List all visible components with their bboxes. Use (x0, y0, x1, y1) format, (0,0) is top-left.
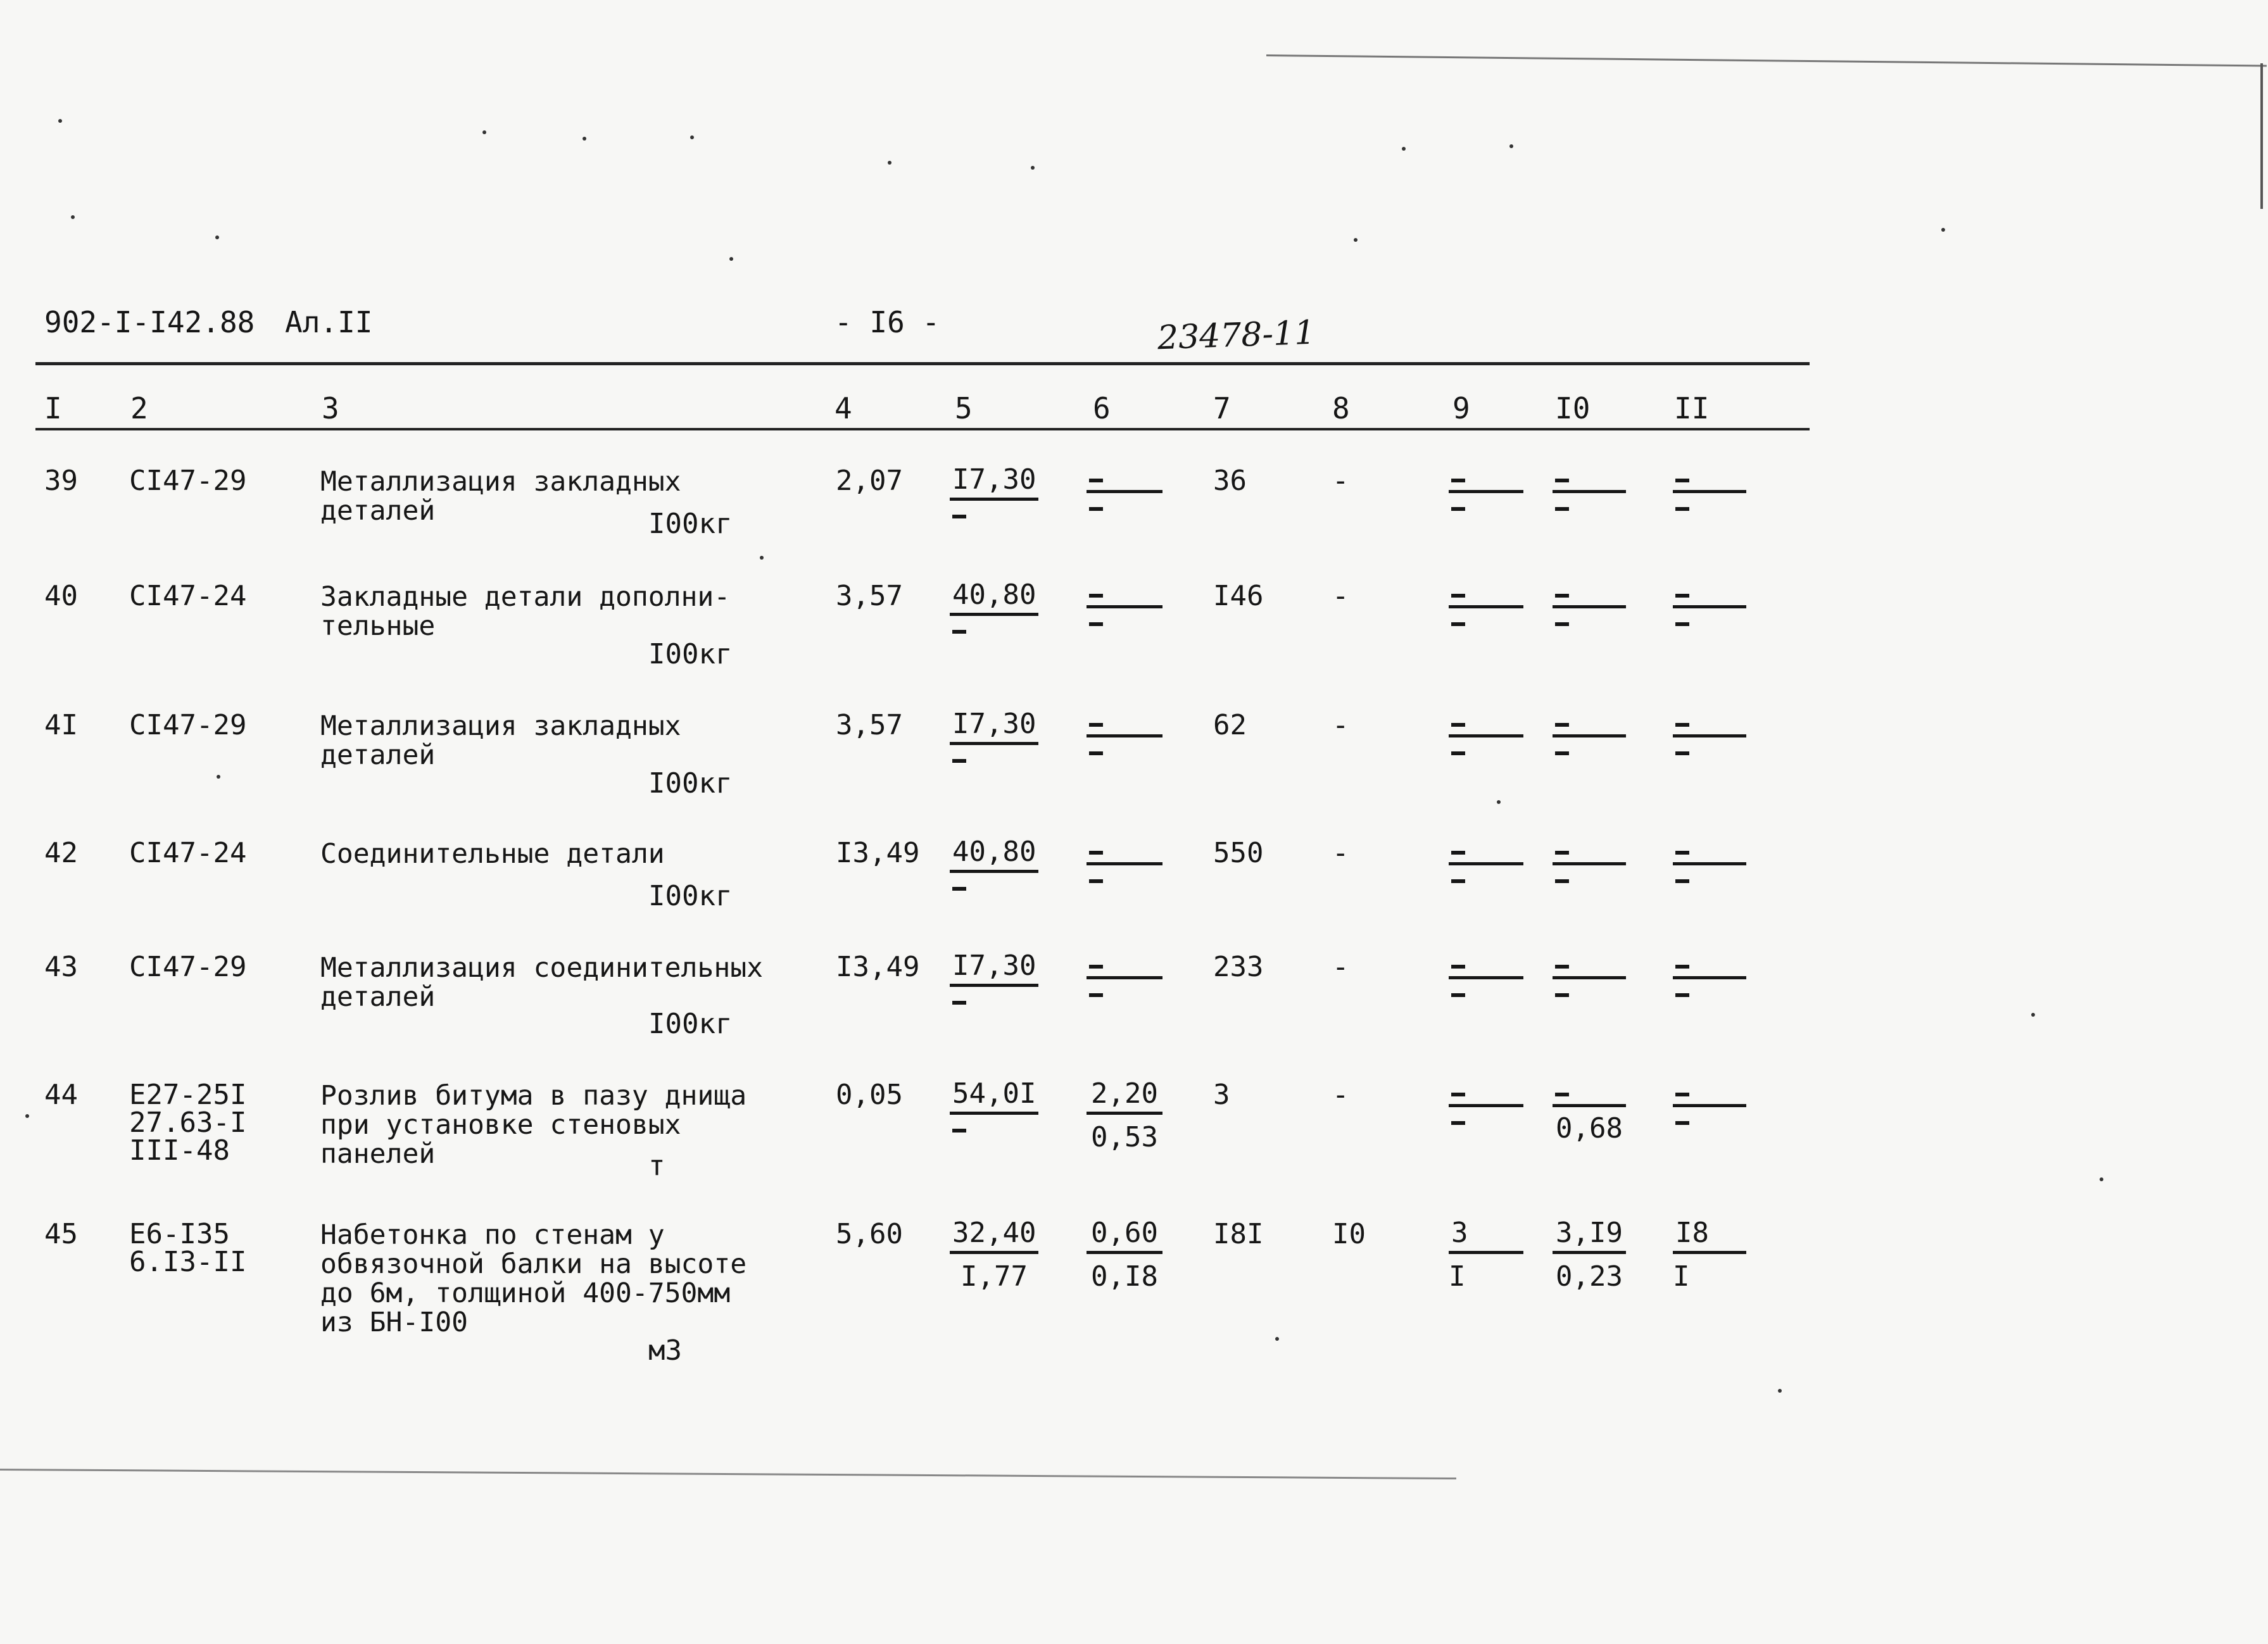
fraction-col11 (1673, 466, 1746, 518)
fraction-col9 (1449, 1219, 1523, 1291)
dash-mark (1087, 737, 1162, 763)
scan-speck (760, 556, 764, 560)
quantity: I3,49 (836, 951, 920, 983)
row-number: 44 (44, 1079, 78, 1111)
dash-mark (1553, 737, 1626, 763)
dash-mark (1673, 608, 1746, 634)
fraction-col6 (1087, 581, 1162, 634)
dash-value: - (1332, 951, 1349, 983)
work-name-line: Металлизация закладных (320, 710, 681, 742)
fraction-col10 (1553, 952, 1626, 1005)
numerator: 0,60 (1087, 1219, 1162, 1254)
norm-code: E6-I35 (129, 1218, 230, 1250)
fraction-col11 (1673, 710, 1746, 763)
row-number: 40 (44, 580, 78, 612)
total-cost: I8I (1213, 1218, 1264, 1250)
column-header: 4 (835, 391, 852, 425)
quantity: 2,07 (836, 465, 903, 497)
quantity: 0,05 (836, 1079, 903, 1111)
fraction-col9 (1449, 581, 1523, 634)
doc-code: 902-I-I42.88 (44, 305, 255, 339)
dash-mark (1449, 581, 1523, 608)
scan-speck (583, 137, 586, 141)
fraction-col10 (1553, 581, 1626, 634)
unit-label: м3 (648, 1334, 682, 1367)
fraction-col5 (950, 1077, 1038, 1140)
unit-label: I00кг (648, 767, 733, 800)
unit-label: I00кг (648, 880, 733, 912)
dash-mark (1673, 952, 1746, 979)
fraction-col6 (1087, 838, 1162, 891)
dash-mark (1449, 710, 1523, 737)
fraction-col9 (1449, 710, 1523, 763)
dash-mark (1087, 952, 1162, 979)
scan-speck (729, 257, 733, 261)
dash-mark (1673, 710, 1746, 737)
dash-mark (1087, 838, 1162, 865)
dash-mark (1673, 1080, 1746, 1107)
dash-mark (950, 987, 1038, 1012)
work-name-line: до 6м, толщиной 400-750мм (320, 1277, 731, 1309)
fraction-col11 (1673, 581, 1746, 634)
row-number: 43 (44, 951, 78, 983)
row-number: 45 (44, 1218, 78, 1250)
numerator: 40,80 (950, 581, 1038, 616)
denominator: 0,53 (1091, 1121, 1158, 1153)
scan-speck (2100, 1177, 2103, 1181)
norm-code: E27-25I (129, 1079, 247, 1111)
fraction-col11 (1673, 838, 1746, 891)
dash-mark (1449, 1080, 1523, 1107)
unit-label: I00кг (648, 638, 733, 670)
scan-edge-line-bottom (0, 1469, 1456, 1479)
fraction-col5 (950, 838, 1038, 898)
numerator: 54,0I (950, 1080, 1038, 1115)
work-name-line: панелей (320, 1138, 436, 1170)
dash-mark (1449, 865, 1523, 891)
scan-speck (71, 215, 75, 219)
dash-mark (1553, 838, 1626, 865)
scan-speck (25, 1114, 29, 1118)
column-header: 9 (1452, 391, 1470, 425)
work-name-line: Соединительные детали (320, 838, 665, 870)
denominator: I (1673, 1260, 1690, 1293)
quantity: 5,60 (836, 1218, 903, 1250)
denominator: I,77 (961, 1260, 1028, 1293)
scan-speck (482, 130, 486, 134)
total-cost: 233 (1213, 951, 1264, 983)
fraction-col11 (1673, 1219, 1746, 1291)
work-name-line: при установке стеновых (320, 1109, 681, 1141)
dash-value: - (1332, 709, 1349, 741)
column-header: 2 (130, 391, 148, 425)
norm-code: CI47-29 (129, 465, 247, 497)
norm-code: III-48 (129, 1134, 230, 1167)
handwritten-reference: 23478-11 (1157, 313, 1316, 358)
fraction-col6 (1087, 1077, 1162, 1153)
total-cost: 62 (1213, 709, 1247, 741)
fraction-col10 (1553, 1080, 1626, 1143)
dash-mark (950, 745, 1038, 770)
dash-mark (1553, 466, 1626, 493)
column-header: 3 (322, 391, 339, 425)
dash-mark (1673, 581, 1746, 608)
fraction-col5 (950, 463, 1038, 526)
column-header: II (1674, 391, 1710, 425)
dash-mark (950, 873, 1038, 898)
numerator: I8 (1673, 1219, 1746, 1254)
norm-code: 27.63-I (129, 1107, 247, 1139)
column-header: 6 (1093, 391, 1111, 425)
numerator: I7,30 (950, 466, 1038, 501)
dash-mark (1553, 608, 1626, 634)
norm-code: CI47-29 (129, 951, 247, 983)
unit-label: т (648, 1150, 665, 1182)
dash-mark (1553, 493, 1626, 518)
norm-code: CI47-24 (129, 580, 247, 612)
work-name-line: обвязочной балки на высоте (320, 1248, 747, 1280)
dash-mark (1087, 581, 1162, 608)
dash-mark (1449, 466, 1523, 493)
scan-speck (1778, 1389, 1782, 1393)
dash-mark (1673, 466, 1746, 493)
work-name-line: деталей (320, 981, 436, 1013)
scan-speck (58, 119, 62, 123)
dash-mark (1449, 737, 1523, 763)
column-header: I0 (1555, 391, 1591, 425)
row-number: 39 (44, 465, 78, 497)
scan-speck (2031, 1013, 2035, 1017)
dash-value: - (1332, 580, 1349, 612)
denominator: 0,23 (1556, 1260, 1623, 1293)
labor-value: I0 (1332, 1218, 1366, 1250)
dash-mark (1087, 865, 1162, 891)
numerator: I7,30 (950, 710, 1038, 745)
fraction-col6 (1087, 952, 1162, 1005)
scan-edge-line-right (2260, 63, 2263, 209)
row-number: 42 (44, 837, 78, 869)
dash-mark (1449, 608, 1523, 634)
dash-mark (1449, 838, 1523, 865)
dash-mark (1087, 493, 1162, 518)
denominator: 0,I8 (1091, 1260, 1158, 1293)
scan-speck (1031, 166, 1035, 170)
fraction-col11 (1673, 952, 1746, 1005)
fraction-col5 (950, 952, 1038, 1012)
denominator: 0,68 (1556, 1112, 1623, 1145)
scan-speck (1354, 238, 1358, 242)
unit-label: I00кг (648, 1008, 733, 1040)
dash-mark (1553, 581, 1626, 608)
fraction-col10 (1553, 838, 1626, 891)
scan-speck (1497, 800, 1501, 804)
work-name-line: тельные (320, 610, 436, 642)
dash-mark (1087, 979, 1162, 1005)
dash-mark (1673, 979, 1746, 1005)
total-cost: 550 (1213, 837, 1264, 869)
fraction-col9 (1449, 838, 1523, 891)
dash-mark (1553, 979, 1626, 1005)
fraction-col6 (1087, 466, 1162, 518)
fraction-col5 (950, 581, 1038, 641)
fraction-col11 (1673, 1080, 1746, 1133)
work-name-line: Закладные детали дополни- (320, 581, 731, 613)
album-label: Ал.II (285, 305, 373, 339)
scan-speck (217, 775, 220, 779)
row-number: 4I (44, 709, 78, 741)
work-name-line: из БН-I00 (320, 1307, 468, 1338)
denominator: I (1449, 1260, 1466, 1293)
work-name-line: Металлизация соединительных (320, 952, 763, 984)
dash-mark (1673, 737, 1746, 763)
dash-mark (1673, 838, 1746, 865)
dash-mark (1553, 952, 1626, 979)
page-number: - I6 - (835, 305, 940, 339)
dash-mark (1087, 466, 1162, 493)
numerator: 40,80 (950, 838, 1038, 873)
dash-mark (1449, 952, 1523, 979)
header-rule-bottom (35, 428, 1810, 430)
scan-speck (690, 135, 694, 139)
scan-speck (215, 235, 219, 239)
column-header: 8 (1332, 391, 1350, 425)
dash-mark (1087, 608, 1162, 634)
scan-speck (1509, 144, 1513, 148)
work-name-line: деталей (320, 739, 436, 771)
fraction-col5 (950, 1219, 1038, 1291)
norm-code: 6.I3-II (129, 1246, 247, 1278)
quantity: 3,57 (836, 580, 903, 612)
dash-mark (1553, 710, 1626, 737)
dash-mark (1449, 979, 1523, 1005)
fraction-col9 (1449, 952, 1523, 1005)
scan-edge-line-top (1266, 54, 2267, 67)
total-cost: 36 (1213, 465, 1247, 497)
numerator: 2,20 (1087, 1080, 1162, 1115)
fraction-col6 (1087, 710, 1162, 763)
quantity: I3,49 (836, 837, 920, 869)
dash-mark (1087, 710, 1162, 737)
dash-mark (950, 501, 1038, 526)
dash-mark (1673, 1107, 1746, 1133)
work-name-line: деталей (320, 495, 436, 527)
numerator: 3 (1449, 1219, 1523, 1254)
scan-speck (1941, 228, 1945, 232)
fraction-col10 (1553, 710, 1626, 763)
dash-mark (1553, 865, 1626, 891)
scan-speck (888, 161, 891, 165)
fraction-col9 (1449, 1080, 1523, 1133)
dash-mark (1449, 493, 1523, 518)
fraction-col10 (1553, 466, 1626, 518)
total-cost: I46 (1213, 580, 1264, 612)
total-cost: 3 (1213, 1079, 1230, 1111)
fraction-col5 (950, 710, 1038, 770)
column-header: I (44, 391, 62, 425)
header-rule-top (35, 362, 1810, 365)
work-name-line: Металлизация закладных (320, 466, 681, 498)
work-name-line: Розлив битума в пазу днища (320, 1080, 747, 1112)
norm-code: CI47-24 (129, 837, 247, 869)
dash-value: - (1332, 1079, 1349, 1111)
dash-mark (1673, 493, 1746, 518)
unit-label: I00кг (648, 508, 733, 540)
dash-mark (1449, 1107, 1523, 1133)
numerator: 32,40 (950, 1219, 1038, 1254)
norm-code: CI47-29 (129, 709, 247, 741)
dash-mark (950, 616, 1038, 641)
fraction-col6 (1087, 1219, 1162, 1291)
scan-speck (1402, 147, 1406, 151)
fraction-col10 (1553, 1219, 1626, 1291)
scan-speck (1275, 1337, 1279, 1341)
numerator: 3,I9 (1553, 1219, 1626, 1254)
dash-mark (950, 1115, 1038, 1140)
numerator: I7,30 (950, 952, 1038, 987)
quantity: 3,57 (836, 709, 903, 741)
dash-mark (1673, 865, 1746, 891)
dash-value: - (1332, 837, 1349, 869)
column-header: 5 (955, 391, 973, 425)
fraction-col9 (1449, 466, 1523, 518)
column-header: 7 (1213, 391, 1231, 425)
dash-value: - (1332, 465, 1349, 497)
dash-mark (1553, 1080, 1626, 1107)
work-name-line: Набетонка по стенам у (320, 1219, 665, 1251)
